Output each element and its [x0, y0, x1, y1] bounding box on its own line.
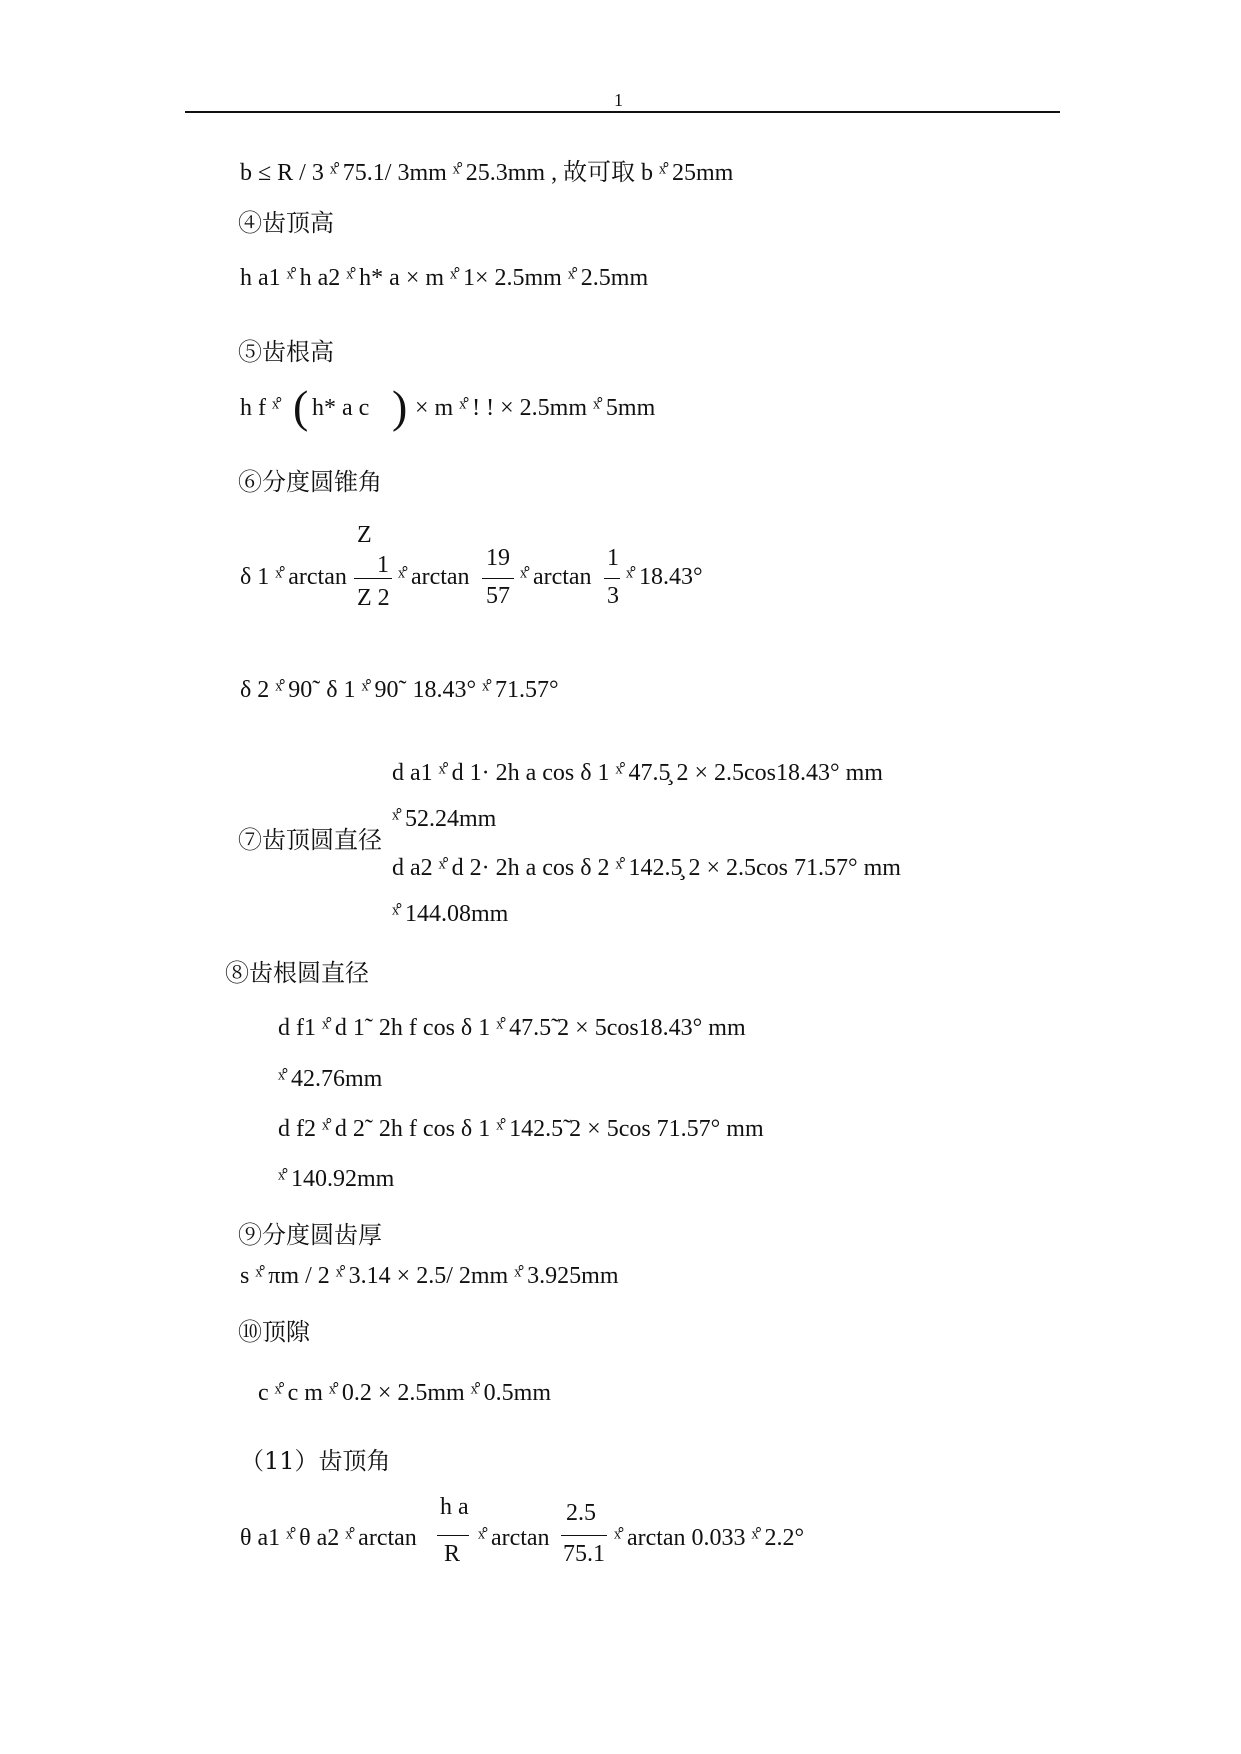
formula-da1: d a1 ˣ̊ d 1· 2h a cos δ 1 ˣ̊ 47.5̧ 2 × 2.5cos18.43° mm [392, 760, 883, 786]
formula-delta1-result: ˣ̊ 18.43° [626, 564, 703, 590]
fraction5-denominator: 75.1 [563, 1541, 605, 1567]
formula-dedendum-inner: h* a c [312, 395, 370, 421]
fraction5-numerator: 2.5 [566, 1500, 596, 1526]
fraction4-numerator: h a [440, 1494, 469, 1520]
formula-dedendum-left: h f ˣ̊ [240, 395, 279, 421]
fraction5-bar [561, 1535, 607, 1536]
close-paren: ) [392, 381, 408, 432]
formula-theta-mid1: ˣ̊ arctan [478, 1525, 550, 1551]
fraction1-numerator: Z [357, 522, 372, 548]
formula-clearance: c ˣ̊ c m ˣ̊ 0.2 × 2.5mm ˣ̊ 0.5mm [258, 1380, 551, 1406]
fraction4-denominator: R [444, 1541, 461, 1567]
heading-pitch-cone-angle: ⑥分度圆锥角 [238, 468, 382, 496]
formula-da1-result: ˣ̊ 52.24mm [392, 806, 497, 832]
fraction3-numerator: 1 [607, 545, 619, 571]
formula-theta-result: ˣ̊ arctan 0.033 ˣ̊ 2.2° [614, 1525, 805, 1551]
fraction1-numerator-sub: 1 [377, 552, 389, 578]
fraction1-denominator: Z 2 [357, 585, 390, 611]
fraction3-bar [604, 578, 620, 579]
page-number: 1 [614, 90, 623, 110]
formula-delta2: δ 2 ˣ̊ 90˜ δ 1 ˣ̊ 90˜ 18.43° ˣ̊ 71.57° [240, 677, 559, 703]
open-paren: ( [293, 381, 309, 432]
formula-delta1-mid1: ˣ̊ arctan [398, 564, 470, 590]
formula-theta-left: θ a1 ˣ̊ θ a2 ˣ̊ arctan [240, 1525, 417, 1551]
formula-df1-result: ˣ̊ 42.76mm [278, 1066, 383, 1092]
formula-tooth-thickness: s ˣ̊ πm / 2 ˣ̊ 3.14 × 2.5/ 2mm ˣ̊ 3.925mm [240, 1263, 619, 1289]
heading-clearance: ⑩顶隙 [238, 1318, 310, 1346]
heading-addendum: ④齿顶高 [238, 209, 334, 237]
heading-tooth-thickness: ⑨分度圆齿厚 [238, 1221, 382, 1249]
formula-df2: d f2 ˣ̊ d 2˜ 2h f cos δ 1 ˣ̊ 142.5̃ 2 × 5cos 71.57° mm [278, 1116, 764, 1142]
fraction1-bar [354, 578, 392, 579]
fraction2-denominator: 57 [486, 583, 510, 609]
formula-dedendum-right: × m ˣ̊ ! ! × 2.5mm ˣ̊ 5mm [415, 395, 656, 421]
heading-addendum-angle: （11）齿顶角 [240, 1447, 391, 1475]
formula-da2-result: ˣ̊ 144.08mm [392, 901, 509, 927]
fraction2-numerator: 19 [486, 545, 510, 571]
formula-addendum: h a1 ˣ̊ h a2 ˣ̊ h* a × m ˣ̊ 1× 2.5mm ˣ̊ 2.5mm [240, 265, 649, 291]
header-rule [185, 111, 1060, 113]
heading-tip-diameter: ⑦齿顶圆直径 [238, 826, 382, 854]
fraction4-bar [437, 1535, 469, 1536]
formula-face-width: b ≤ R / 3 ˣ̊ 75.1/ 3mm ˣ̊ 25.3mm , 故可取 b ˣ̊ 25mm [240, 160, 734, 186]
heading-dedendum: ⑤齿根高 [238, 338, 334, 366]
formula-delta1-left: δ 1 ˣ̊ arctan [240, 564, 347, 590]
fraction2-bar [482, 578, 514, 579]
formula-delta1-mid2: ˣ̊ arctan [520, 564, 592, 590]
fraction3-denominator: 3 [607, 583, 619, 609]
heading-root-diameter: ⑧齿根圆直径 [225, 959, 369, 987]
formula-df1: d f1 ˣ̊ d 1˜ 2h f cos δ 1 ˣ̊ 47.5̃ 2 × 5cos18.43° mm [278, 1015, 746, 1041]
formula-da2: d a2 ˣ̊ d 2· 2h a cos δ 2 ˣ̊ 142.5̧ 2 × 2.5cos 71.57° mm [392, 855, 901, 881]
formula-df2-result: ˣ̊ 140.92mm [278, 1166, 395, 1192]
